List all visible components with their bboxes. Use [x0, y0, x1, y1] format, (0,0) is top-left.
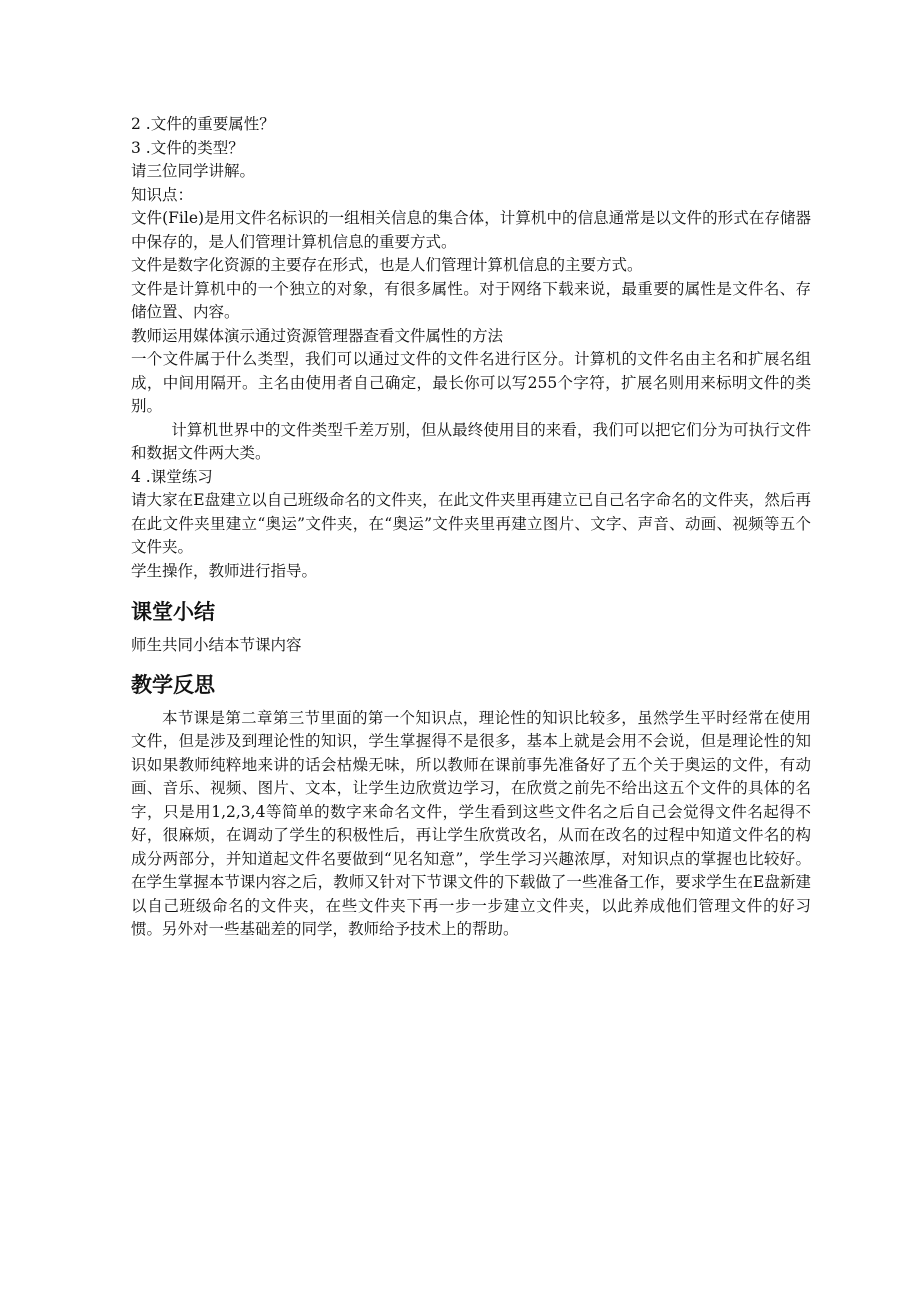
exercise-text: 请大家在E盘建立以自己班级命名的文件夹，在此文件夹里再建立已自己名字命名的文件夹，然后再在此文件夹里建立“奥运”文件夹，在“奥运”文件夹里再建立图片、文字、声音、动画、视频等五个文件夹。 — [131, 491, 811, 556]
question-3: 3 .文件的类型？ — [131, 138, 244, 157]
question-2: 2 .文件的重要属性？ — [131, 115, 275, 133]
student-operation: 学生操作，教师进行指导。 — [131, 561, 318, 580]
summary-heading: 课堂小结 — [131, 600, 215, 624]
file-attributes: 文件是计算机中的一个独立的对象，有很多属性。对于网络下载来说，最重要的属性是文件名、存储位置、内容。 — [131, 279, 811, 321]
file-definition: 文件(File)是用文件名标识的一组相关信息的集合体，计算机中的信息通常是以文件的形式在存储器中保存的，是人们管理计算机信息的重要方式。 — [131, 209, 811, 251]
invite-students: 请三位同学讲解。 — [131, 162, 256, 180]
question-4: 4 .课堂练习 — [131, 467, 213, 486]
reflection-heading: 教学反思 — [131, 672, 215, 697]
summary-text: 师生共同小结本节课内容 — [131, 636, 302, 654]
teacher-demo: 教师运用媒体演示通过资源管理器查看文件属性的方法 — [131, 326, 504, 345]
file-naming: 一个文件属于什么类型，我们可以通过文件的文件名进行区分。计算机的文件名由主名和扩展名组成，中间用隔开。主名由使用者自己确定，最长你可以写255个字符，扩展名则用来标明文件的类别。 — [131, 350, 811, 415]
file-types: 计算机世界中的文件类型千差万别，但从最终使用目的来看，我们可以把它们分为可执行文件和数据文件两大类。 — [131, 420, 811, 462]
knowledge-label: 知识点： — [131, 185, 194, 204]
document-body — [131, 113, 811, 942]
reflection-text: 本节课是第二章第三节里面的第一个知识点，理论性的知识比较多，虽然学生平时经常在使用文件，但是涉及到理论性的知识，学生掌握得不是很多，基本上就是会用不会说，但是理论性的知识如果教师纯粹地来讲的话会枯燥无味，所以教师在课前事先准备好了五个关于奥运的文件，有动画、音乐、视频、图片、文本，让学生边欣赏边学习，在欣赏之前先不给出这五个文件的具体的名字，只是用1,2,3,4等简单的数字来命名文件，学生看到这些文件名之后自己会觉得文件名起得不好，很麻烦，在调动了学生的积极性后，再让学生欣赏改名，从而在改名的过程中知道文件名的构成分两部分，并知道起文件名要做到“见名知意”，学生学习兴趣浓厚，对知识点的掌握也比较好。在学生掌握本节课内容之后，教师又针对下节课文件的下载做了一些准备工作，要求学生在E盘新建以自己班级命名的文件夹，在些文件夹下再一步一步建立文件夹，以此养成他们管理文件的好习惯。另外对一些基础差的同学，教师给予技术上的帮助。 — [131, 708, 811, 938]
file-form: 文件是数字化资源的主要存在形式，也是人们管理计算机信息的主要方式。 — [131, 256, 643, 274]
